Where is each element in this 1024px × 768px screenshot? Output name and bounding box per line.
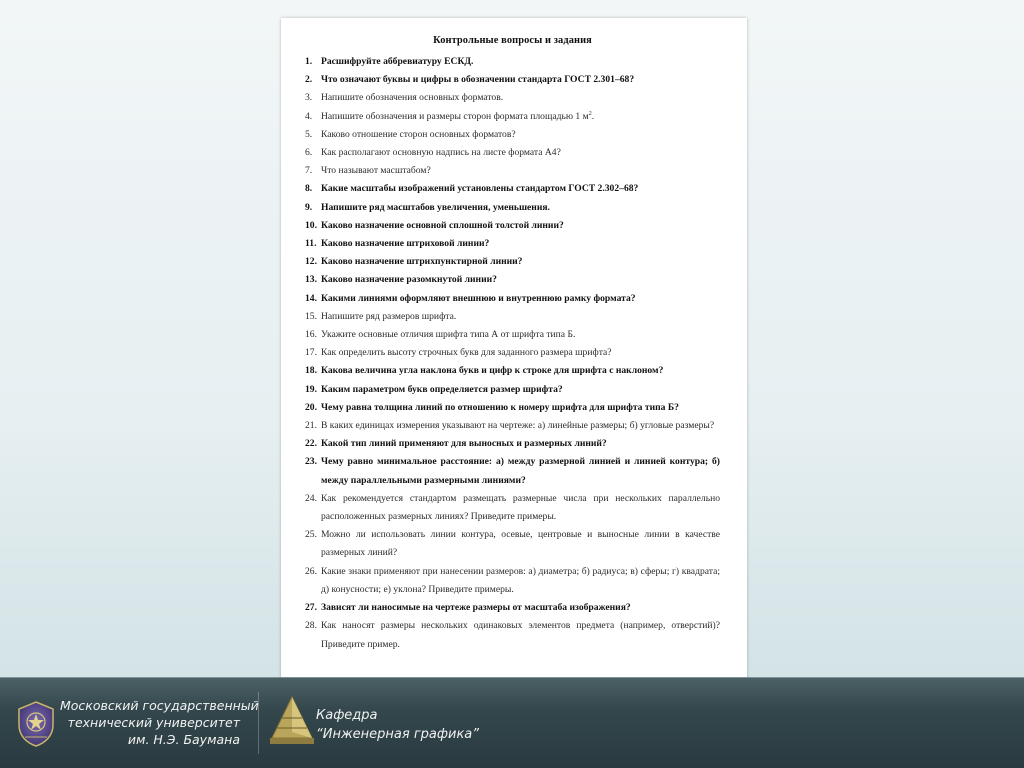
question-text — [321, 162, 720, 180]
question-text-main: Как располагают основную надпись на листе формата А4? — [321, 147, 561, 159]
question-item — [305, 235, 720, 253]
question-number: 17. — [305, 347, 317, 359]
question-item — [305, 71, 720, 89]
question-text — [321, 290, 720, 308]
question-item — [305, 417, 720, 435]
question-text-main: Расшифруйте аббревиатуру ЕСКД. — [321, 56, 474, 67]
question-number: 4. — [305, 110, 313, 122]
question-text — [321, 235, 720, 253]
question-text — [321, 563, 720, 599]
question-item — [305, 381, 720, 399]
question-item — [305, 362, 720, 380]
question-text-main: Каково отношение сторон основных форматов? — [321, 128, 516, 140]
question-item — [305, 490, 720, 526]
department-logo-icon — [268, 694, 316, 748]
question-item — [305, 253, 720, 271]
question-text — [321, 599, 720, 617]
question-number: 14. — [305, 292, 317, 304]
question-text — [321, 617, 720, 653]
question-text — [321, 253, 720, 271]
question-item — [305, 326, 720, 344]
question-item — [305, 53, 720, 71]
question-text-main: Можно ли использовать линии контура, осевые, центровые и выносные линии в качестве размерных линий? — [321, 529, 720, 559]
document-title: Контрольные вопросы и задания — [433, 35, 592, 46]
question-item — [305, 617, 720, 653]
question-item — [305, 180, 720, 198]
question-text-main: Какие знаки применяют при нанесении размеров: а) диаметра; б) радиуса; в) сферы; г) квадрата; д) конусности; е) уклона? Приведите примеры. — [321, 565, 720, 595]
question-number: 9. — [305, 201, 313, 213]
question-text-main: Напишите обозначения и размеры сторон формата площадью 1 м — [321, 110, 589, 122]
question-item — [305, 435, 720, 453]
university-name-line: им. Н.Э. Баумана — [127, 732, 240, 747]
question-text — [321, 435, 720, 453]
question-number: 26. — [305, 565, 317, 577]
question-text-main: Напишите ряд масштабов увеличения, уменьшения. — [321, 201, 550, 213]
question-text — [321, 217, 720, 235]
question-item — [305, 217, 720, 235]
question-number: 11. — [305, 238, 317, 250]
question-text — [321, 199, 720, 217]
question-item — [305, 526, 720, 562]
question-text — [321, 417, 720, 435]
question-number: 5. — [305, 128, 313, 140]
question-number: 22. — [305, 438, 317, 450]
question-number: 7. — [305, 165, 313, 177]
department-name — [316, 706, 479, 744]
question-text-main: Какова величина угла наклона букв и цифр к строке для шрифта с наклоном? — [321, 365, 664, 377]
question-number: 16. — [305, 329, 317, 341]
question-number: 13. — [305, 274, 317, 286]
question-text-main: Как рекомендуется стандартом размещать размерные числа при нескольких параллельно расположенных размерных линиях? Приведите примеры. — [321, 492, 720, 523]
question-text-main: Каково назначение основной сплошной толстой линии? — [321, 219, 564, 231]
question-item — [305, 162, 720, 180]
footer-bar — [0, 677, 1024, 768]
question-text — [321, 344, 720, 362]
question-number: 12. — [305, 256, 317, 268]
question-text-main: Какой тип линий применяют для выносных и размерных линий? — [321, 438, 607, 450]
question-item — [305, 563, 720, 599]
question-number: 1. — [305, 56, 313, 67]
university-emblem-icon — [17, 701, 55, 747]
question-text-main: Каково назначение штрихпунктирной линии? — [321, 256, 523, 268]
question-text — [321, 526, 720, 562]
question-text-main: Как наносят размеры нескольких одинаковых элементов предмета (например, отверстий)? Приведите пример. — [321, 620, 720, 650]
question-text-tail: . — [591, 110, 595, 122]
question-text-main: Чему равно минимальное расстояние: а) между размерной линией и линией контура; б) между параллельными размерными линиями? — [321, 456, 720, 486]
question-text-main: Укажите основные отличия шрифта типа А от шрифта типа Б. — [321, 329, 576, 341]
question-item — [305, 89, 720, 107]
question-number: 18. — [305, 365, 317, 377]
question-text-main: Что означают буквы и цифры в обозначении стандарта ГОСТ 2.301–68? — [321, 74, 635, 86]
question-text — [321, 381, 720, 399]
question-text — [321, 362, 720, 380]
question-text — [321, 271, 720, 289]
document-page — [281, 18, 747, 688]
question-text-main: Каково назначение разомкнутой линии? — [321, 274, 497, 286]
university-name-line: технический университет — [67, 715, 240, 730]
question-text-main: Как определить высоту строчных букв для заданного размера шрифта? — [321, 347, 612, 359]
question-item — [305, 144, 720, 162]
question-text-main: Каково назначение штриховой линии? — [321, 238, 490, 250]
question-number: 27. — [305, 602, 317, 614]
question-number: 20. — [305, 401, 317, 413]
question-text — [321, 89, 720, 107]
question-number: 28. — [305, 620, 317, 632]
question-item — [305, 453, 720, 489]
question-number: 3. — [305, 92, 313, 104]
question-text-main: Зависят ли наносимые на чертеже размеры от масштаба изображения? — [321, 602, 631, 614]
question-text — [321, 308, 720, 326]
question-number: 8. — [305, 183, 313, 195]
question-text-main: Что называют масштабом? — [321, 165, 431, 177]
question-text-main: Каким параметром букв определяется размер шрифта? — [321, 383, 563, 395]
question-item — [305, 108, 720, 126]
question-item — [305, 599, 720, 617]
question-text — [321, 71, 720, 89]
question-number: 23. — [305, 456, 317, 468]
department-name-line: “Инженерная графика” — [316, 727, 480, 742]
question-text — [321, 180, 720, 198]
question-item — [305, 271, 720, 289]
question-text-main: Чему равна толщина линий по отношению к номеру шрифта для шрифта типа Б? — [321, 401, 679, 413]
question-text — [321, 108, 720, 126]
department-name-line: Кафедра — [316, 708, 378, 723]
questions-list — [305, 53, 720, 654]
question-number: 15. — [305, 310, 317, 322]
question-number: 6. — [305, 147, 313, 159]
question-text — [321, 399, 720, 417]
question-text — [321, 144, 720, 162]
question-text — [321, 126, 720, 144]
question-text — [321, 453, 720, 489]
question-item — [305, 308, 720, 326]
footer-divider — [258, 692, 259, 754]
question-item — [305, 126, 720, 144]
question-number: 25. — [305, 529, 317, 541]
question-superscript: 2 — [588, 110, 592, 117]
question-item — [305, 290, 720, 308]
university-name-line: Московский государственный — [60, 698, 259, 713]
question-text — [321, 53, 720, 71]
question-item — [305, 399, 720, 417]
question-number: 10. — [305, 219, 317, 231]
question-item — [305, 344, 720, 362]
university-name — [60, 697, 259, 748]
question-item — [305, 199, 720, 217]
question-number: 24. — [305, 492, 317, 504]
question-number: 19. — [305, 383, 317, 395]
question-text-main: Какие масштабы изображений установлены стандартом ГОСТ 2.302–68? — [321, 183, 639, 195]
question-text — [321, 326, 720, 344]
question-text-main: Напишите обозначения основных форматов. — [321, 92, 504, 104]
question-number: 2. — [305, 74, 313, 86]
question-text-main: Напишите ряд размеров шрифта. — [321, 310, 457, 322]
question-text-main: В каких единицах измерения указывают на чертеже: а) линейные размеры; б) угловые размеры? — [321, 420, 715, 432]
question-text — [321, 490, 720, 526]
question-number: 21. — [305, 420, 317, 432]
question-text-main: Какими линиями оформляют внешнюю и внутреннюю рамку формата? — [321, 292, 636, 304]
